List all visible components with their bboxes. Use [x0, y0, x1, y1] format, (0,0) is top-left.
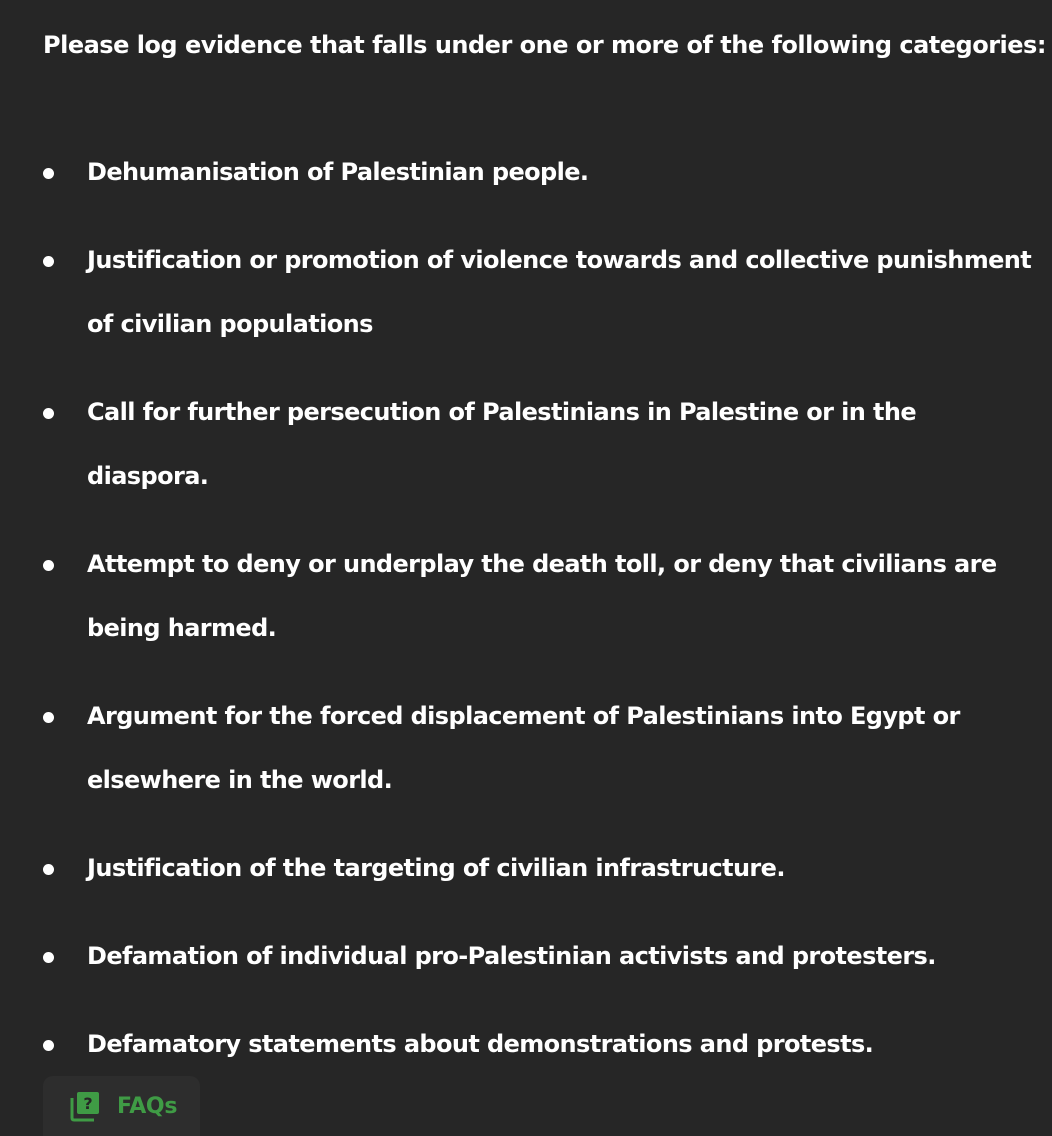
list-item	[43, 836, 1043, 900]
bullet-icon	[43, 952, 54, 963]
category-text: Defamatory statements about demonstrations and protests.	[87, 1030, 874, 1058]
category-text: Argument for the forced displacement of Palestinians into Egypt or elsewhere in the world.	[87, 702, 960, 794]
bullet-icon	[43, 256, 54, 267]
list-item	[43, 380, 1043, 508]
instructions-heading: Please log evidence that falls under one or more of the following categories:	[43, 31, 1046, 59]
list-item	[43, 924, 1043, 988]
bullet-icon	[43, 1040, 54, 1051]
bullet-icon	[43, 864, 54, 875]
list-item	[43, 1012, 1043, 1076]
list-item	[43, 532, 1043, 660]
bullet-icon	[43, 560, 54, 571]
bullet-icon	[43, 408, 54, 419]
category-text: Dehumanisation of Palestinian people.	[87, 158, 589, 186]
bullet-icon	[43, 712, 54, 723]
evidence-category-list	[43, 140, 1043, 1100]
help-library-icon	[69, 1090, 101, 1122]
bullet-icon	[43, 168, 54, 179]
category-text: Call for further persecution of Palestinians in Palestine or in the diaspora.	[87, 398, 917, 490]
category-text: Attempt to deny or underplay the death toll, or deny that civilians are being harmed.	[87, 550, 997, 642]
faqs-button[interactable]	[43, 1076, 200, 1136]
category-text: Justification or promotion of violence towards and collective punishment of civilian populations	[87, 246, 1032, 338]
category-text: Defamation of individual pro-Palestinian activists and protesters.	[87, 942, 936, 970]
svg-text:?: ?	[83, 1094, 93, 1113]
faqs-label: FAQs	[117, 1093, 178, 1119]
category-text: Justification of the targeting of civilian infrastructure.	[87, 854, 785, 882]
list-item	[43, 228, 1043, 356]
list-item	[43, 140, 1043, 204]
list-item	[43, 684, 1043, 812]
